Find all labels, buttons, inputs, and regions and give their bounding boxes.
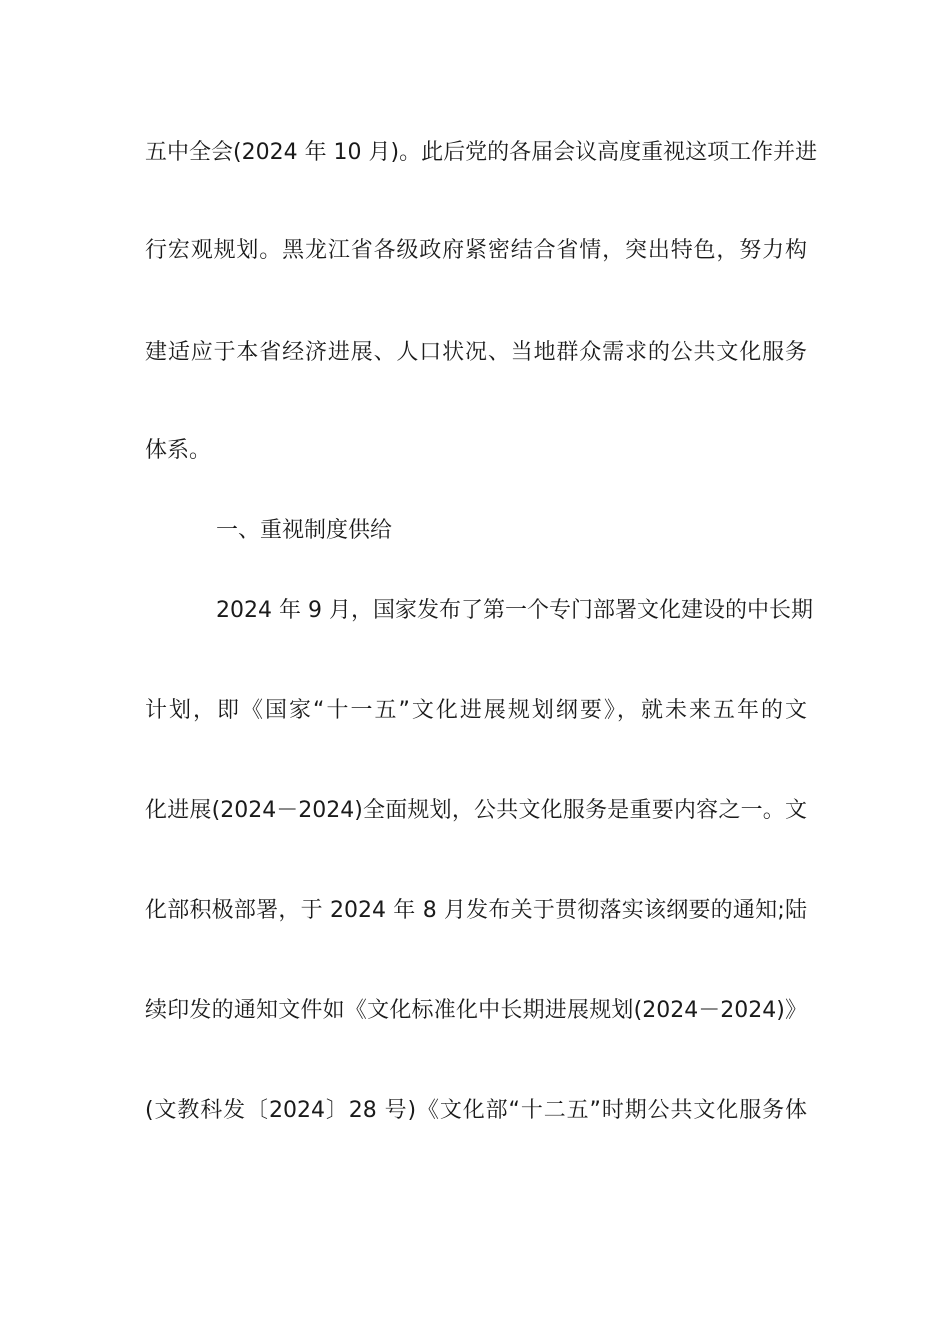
section-heading: 一、重视制度供给 <box>216 518 393 543</box>
paragraph-line-6: 计划，即《国家“十一五”文化进展规划纲要》，就未来五年的文 <box>145 698 807 723</box>
paragraph-line-9: 续印发的通知文件如《文化标准化中长期进展规划(2024－2024)》 <box>145 998 807 1023</box>
paragraph-line-7: 化进展(2024－2024)全面规划，公共文化服务是重要内容之一。文 <box>145 798 807 823</box>
paragraph-line-5: 2024 年 9 月，国家发布了第一个专门部署文化建设的中长期 <box>216 598 813 623</box>
paragraph-line-8: 化部积极部署，于 2024 年 8 月发布关于贯彻落实该纲要的通知;陆 <box>145 898 807 923</box>
paragraph-line-4: 体系。 <box>145 438 212 463</box>
paragraph-line-2: 行宏观规划。黑龙江省各级政府紧密结合省情，突出特色，努力构 <box>145 238 807 263</box>
paragraph-line-1: 五中全会(2024 年 10 月)。此后党的各届会议高度重视这项工作并进 <box>145 140 818 165</box>
paragraph-line-3: 建适应于本省经济进展、人口状况、当地群众需求的公共文化服务 <box>145 340 807 365</box>
paragraph-line-10: (文教科发〔2024〕28 号)《文化部“十二五”时期公共文化服务体 <box>145 1098 807 1123</box>
